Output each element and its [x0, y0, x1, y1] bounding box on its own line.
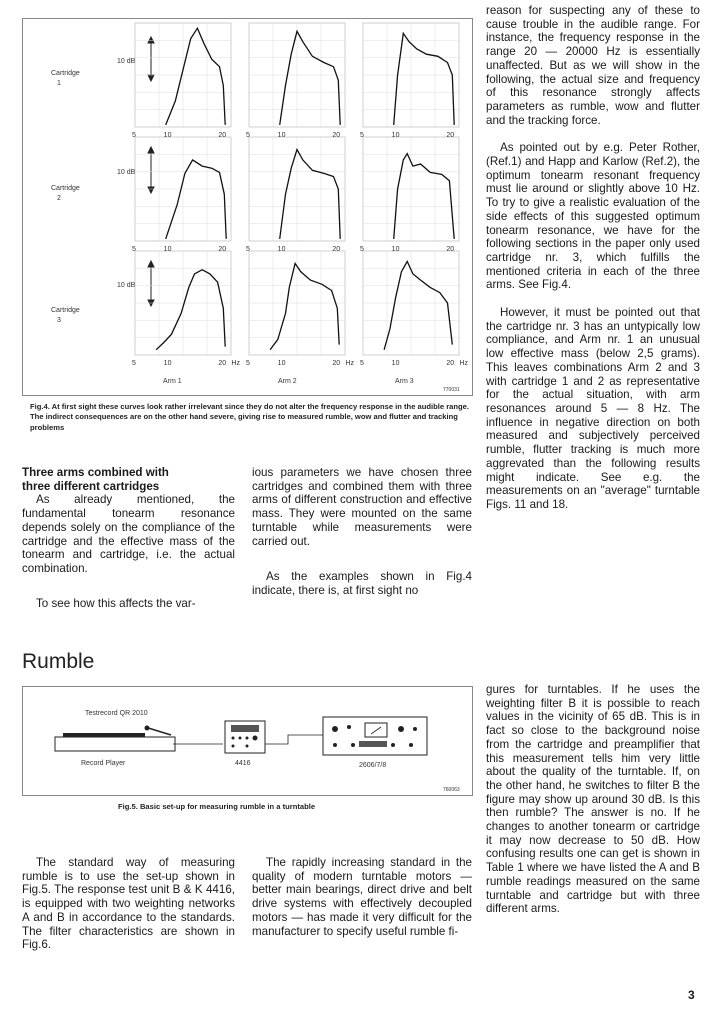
unit-2606-drawing [323, 717, 427, 755]
col3-p2: As pointed out by e.g. Peter Rother, (Ref.1) and Happ and Karlow (Ref.2), the optimum tonearm resonant frequency must lie around or slightly above 10 Hz. To try to give a realistic evaluation of the side effects of this suggested optimum tonearm resonance, we have for the following sections in the paper only used cartridge nr. 3, which fulfills the mentioned criteria in each of the three arms. See Fig.4. [486, 141, 700, 292]
fig4-response-curve [280, 150, 341, 239]
fig4-tick-label: 20 [446, 132, 455, 139]
fig4-graphic [23, 19, 472, 395]
fig4-axis-unit: Hz [231, 360, 240, 367]
fig4-row-label-2a: Cartridge [51, 185, 80, 192]
fig4-tick-label: 20 [218, 360, 227, 367]
fig4-tick-label: 10 [391, 132, 400, 139]
section1-heading-line1: Three arms combined with [22, 466, 169, 479]
col3 [486, 4, 700, 526]
section1-heading-line2: three different cartridges [22, 479, 160, 493]
fig5-unit1-label: 4416 [235, 760, 251, 767]
fig4-tick-label: 5 [132, 132, 136, 139]
fig5-code: 760063 [443, 787, 460, 793]
fig4-tick-label: 20 [332, 360, 341, 367]
rumble-col2 [252, 856, 472, 952]
fig4-tick-label: 20 [446, 360, 455, 367]
fig4-arm-label-2: Arm 2 [278, 378, 297, 385]
section1-col2-p1: ious parameters we have chosen three cartridges and combined them with three arms of different construction and effective mass. They were mounted on the same turntable while measurements were carried out. [252, 466, 472, 548]
fig4-row-label-2b: 2 [57, 195, 61, 202]
section1-col1-p2: To see how this affects the var- [36, 596, 196, 610]
fig4-tick-label: 20 [218, 132, 227, 139]
fig4-tick-label: 10 [277, 246, 286, 253]
fig4-caption: Fig.4. At first sight these curves look rather irrelevant since they do not alter the frequency response in the audible range. The indirect consequences are on the other hand severe, giving rise to measured rumble, wow and flutter and tracking problems [30, 402, 470, 432]
fig4-response-curve [166, 28, 226, 125]
fig4-tick-label: 5 [246, 246, 250, 253]
fig5-record-player-label: Record Player [81, 760, 126, 767]
page-number: 3 [688, 988, 695, 1002]
fig5-graphic [23, 687, 472, 795]
fig4-tick-label: 10 [277, 132, 286, 139]
fig4-tick-label: 20 [446, 246, 455, 253]
unit-4416-drawing [225, 721, 323, 753]
fig4-tick-label: 5 [132, 360, 136, 367]
rumble-col2-p1: The rapidly increasing standard in the quality of modern turntable motors — better main bearings, direct drive and belt drive systems with effectively decoupled motors — has made it very difficult for the manufacturer to specify useful rumble fi- [252, 856, 472, 938]
rumble-right-p1: gures for turntables. If he uses the weighting filter B it is possible to reach values in the vicinity of 65 dB. This is in fact so close to the background noise from the cartridge and preamplifier that this measurement tells him very little about the quality of the turntable. If, on the other hand, he switches to filter B the figure may show up around 30 dB. Is this then rumble? The answer is no. If he changes to another tonearm or cartridge it may now decrease to 50 dB. How confusing results one can get is shown in Table 1 where we have listed the A and B rumble readings measured on the same turntable and cartridge but with three different arms. [486, 683, 700, 916]
fig4-tick-label: 20 [332, 246, 341, 253]
fig4-tick-label: 5 [246, 360, 250, 367]
fig4-tick-label: 20 [332, 132, 341, 139]
fig5-caption: Fig.5. Basic set-up for measuring rumble in a turntable [118, 802, 316, 811]
fig4-tick-label: 10 [277, 360, 286, 367]
fig5-unit2-label: 2606/7/8 [359, 762, 387, 769]
fig4-arm-label-3: Arm 3 [395, 378, 414, 385]
fig4-tick-label: 10 [163, 360, 172, 367]
fig4-tick-label: 10 [163, 132, 172, 139]
section1-col2 [252, 466, 472, 612]
fig4-tick-label: 10 [391, 360, 400, 367]
fig4-scale-label-1: 10 dB [117, 58, 136, 65]
col3-p1: reason for suspecting any of these to cause trouble in the audible range. For instance, the frequency response in the range 20 — 20000 Hz is essentially unaffected. But as we will show in the following, the actual size and frequency of this resonance strongly affects parameters as rumble, wow and flutter and the tracking force. [486, 4, 700, 127]
fig4-tick-label: 5 [246, 132, 250, 139]
fig4-row-label-3b: 3 [57, 317, 61, 324]
fig5-box [22, 686, 473, 796]
fig4-response-curve [394, 33, 455, 125]
fig4-response-curve [394, 154, 455, 239]
fig4-code: 770031 [443, 387, 460, 393]
fig4-response-curve [270, 264, 339, 350]
rumble-col1 [22, 856, 235, 966]
fig4-axis-unit: Hz [459, 360, 468, 367]
fig4-tick-label: 5 [360, 360, 364, 367]
fig4-tick-label: 5 [360, 246, 364, 253]
rumble-col3 [486, 683, 700, 930]
fig4-scale-label-3: 10 dB [117, 282, 136, 289]
rumble-title: Rumble [22, 650, 95, 673]
fig4-tick-label: 10 [391, 246, 400, 253]
fig4-scale-label-2: 10 dB [117, 169, 136, 176]
fig4-row-label-3a: Cartridge [51, 307, 80, 314]
fig4-tick-label: 5 [132, 246, 136, 253]
record-player-drawing [55, 726, 223, 752]
fig4-response-curve [280, 31, 341, 125]
fig4-tick-label: 20 [218, 246, 227, 253]
col3-p3: However, it must be pointed out that the cartridge nr. 3 has an untypically low compliance, and Arm nr. 1 an unusual low effective mass (below 2,5 grams). This leaves combinations Arm 2 and 3 with cartridge 1 and 2 as representative for the actual situation, with arm resonances around 5 — 8 Hz. The influence in negative direction on both measured and subjectively perceived rumble, flutter tracking is much more aggrevated than the following results might indicate. See e.g. the measurements on an "average" turntable Figs. 11 and 18. [486, 306, 700, 511]
fig4-row-label-1b: 1 [57, 80, 61, 87]
rumble-col1-p1: The standard way of measuring rumble is to use the set-up shown in Fig.5. The response test unit B & K 4416, is equipped with two weighting networks A and B in accordance to the standards. The filter characteristics are shown in Fig.6. [22, 856, 235, 952]
fig5-testrecord-label: Testrecord QR 2010 [85, 710, 148, 717]
fig4-arm-label-1: Arm 1 [163, 378, 182, 385]
fig4-tick-label: 10 [163, 246, 172, 253]
fig4-tick-label: 5 [360, 132, 364, 139]
fig4-row-label-1a: Cartridge [51, 70, 80, 77]
fig4-axis-unit: Hz [345, 360, 354, 367]
section1-col2-p2: As the examples shown in Fig.4 indicate, there is, at first sight no [252, 570, 472, 597]
fig4-response-curve [384, 261, 452, 349]
section1-col1 [22, 466, 235, 624]
fig4-box [22, 18, 473, 396]
section1-col1-p1: As already mentioned, the fundamental tonearm resonance depends solely on the compliance of the cartridge and the effective mass of the tonearm and cartridge, i.e. the actual combination. [22, 493, 235, 575]
